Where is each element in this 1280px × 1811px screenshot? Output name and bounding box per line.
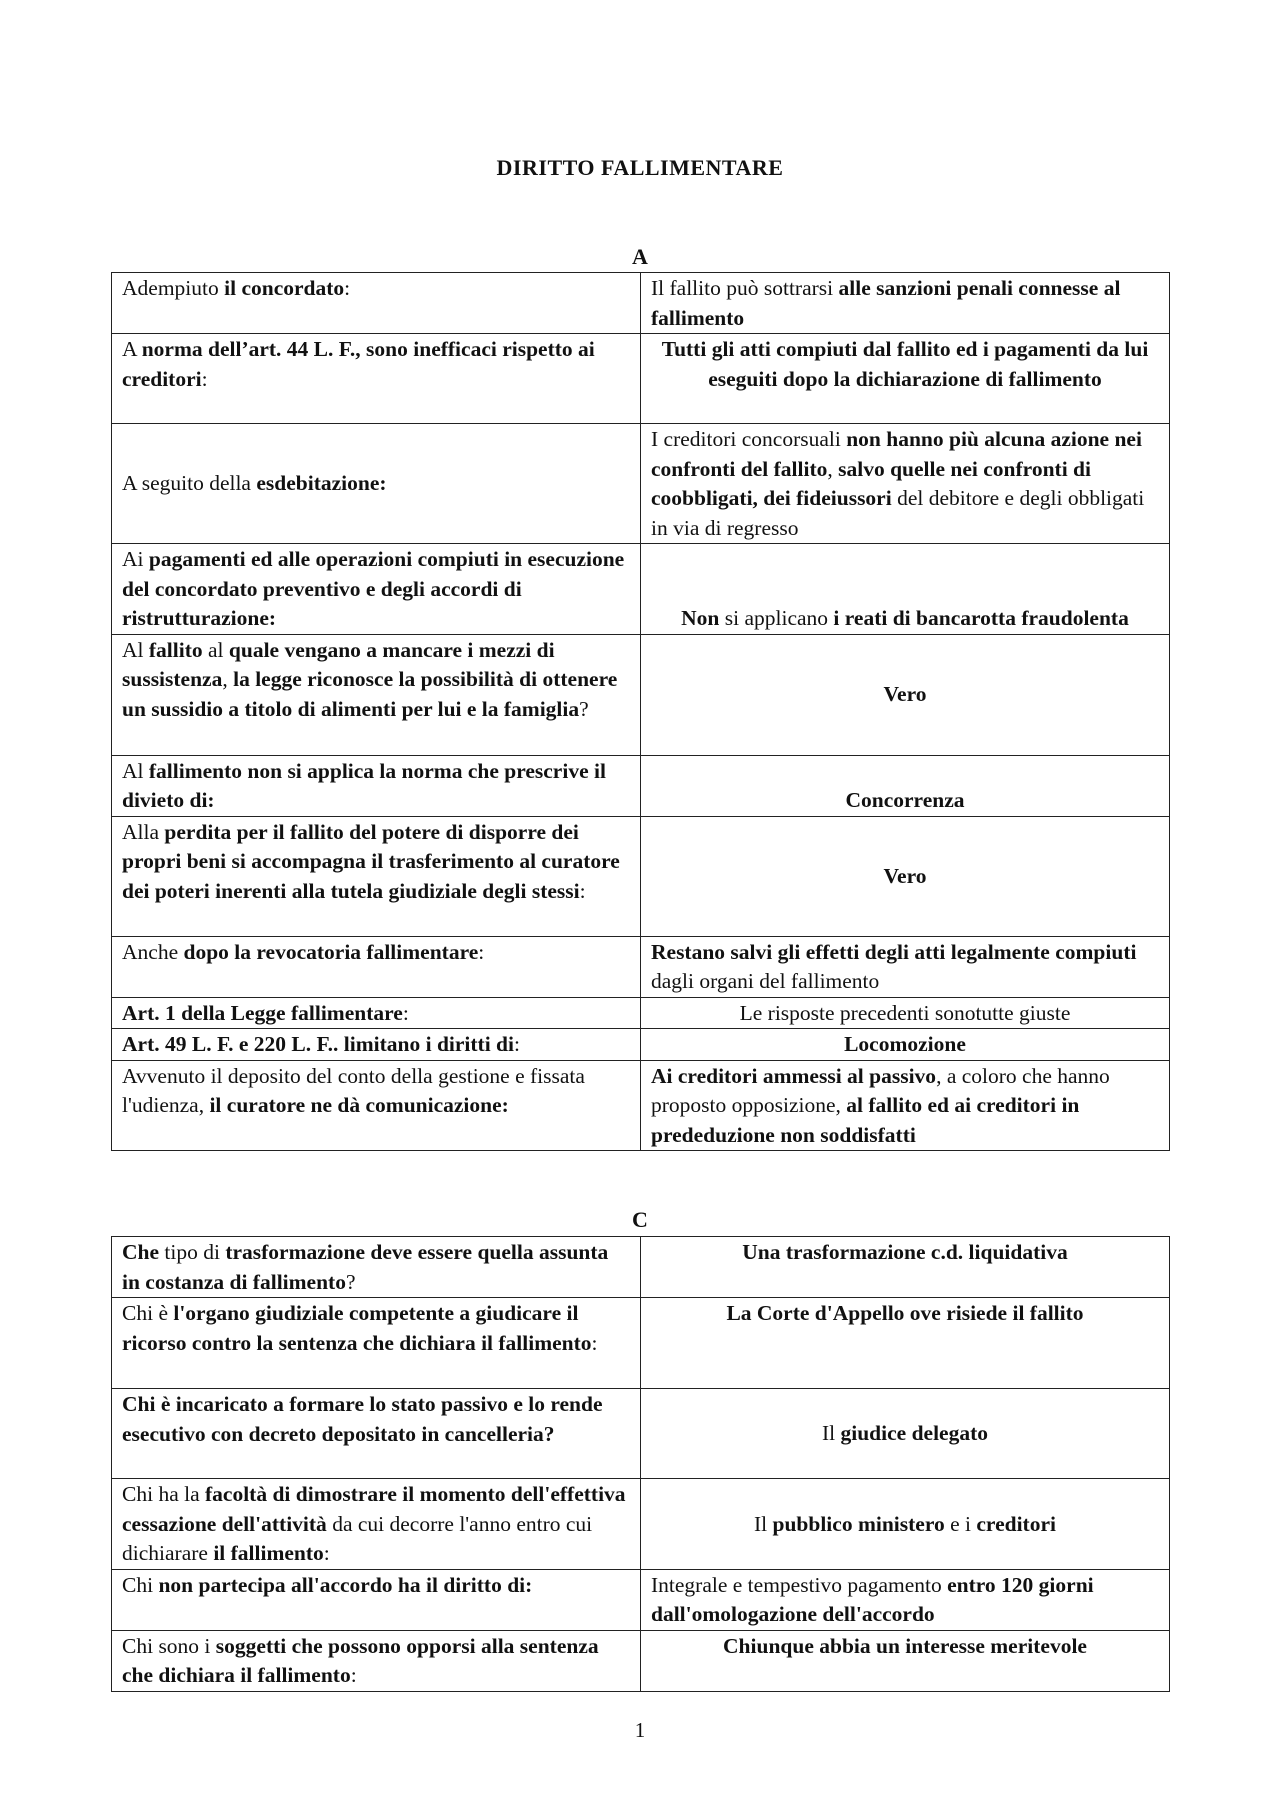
text-run: si applicano: [719, 606, 834, 630]
bold-text-run: i reati di bancarotta fraudolenta: [833, 606, 1129, 630]
table-row: [112, 1479, 1170, 1570]
table-row: [112, 1630, 1170, 1691]
text-run: Adempiuto: [122, 276, 225, 300]
bold-text-run: norma dell’art. 44 L. F., sono inefficaci rispetto ai creditori: [122, 337, 595, 391]
text-run: :: [514, 1032, 520, 1056]
question-cell: [112, 1298, 641, 1389]
text-run: ?: [579, 696, 589, 721]
bold-text-run: Chiunque abbia un interesse meritevole: [723, 1633, 1087, 1658]
text-run: tipo di: [159, 1240, 226, 1264]
question-cell: [112, 334, 641, 424]
table-row: [112, 997, 1170, 1029]
bold-text-run: giudice delegato: [840, 1421, 988, 1446]
text-run: da cui decorre l'anno entro cui dichiarare: [122, 1511, 593, 1565]
answer-cell: [641, 1029, 1170, 1061]
answer-cell: [641, 936, 1170, 997]
table-row: [112, 1389, 1170, 1479]
bold-text-run: Art. 49 L. F. e 220 L. F.. limitano i diritti di: [122, 1032, 514, 1056]
bold-text-run: al fallito ed ai creditori in prededuzione non soddisfatti: [651, 1093, 1080, 1147]
question-cell: [112, 273, 641, 334]
bold-text-run: facoltà di dimostrare il momento dell'effettiva cessazione dell'attività: [122, 1482, 626, 1536]
question-cell: [112, 1479, 641, 1570]
answer-cell: [641, 755, 1170, 816]
text-run: Al: [122, 637, 149, 662]
bold-text-run: Concorrenza: [845, 788, 965, 812]
qa-table-c: [111, 1236, 1170, 1692]
question-cell: [112, 1060, 641, 1151]
text-run: , a coloro che hanno proposto opposizione,: [651, 1063, 1110, 1117]
bold-text-run: fallito: [148, 637, 203, 662]
bold-text-run: Non: [681, 606, 720, 630]
answer-cell: [641, 1479, 1170, 1570]
question-cell: [112, 936, 641, 997]
text-run: Integrale e tempestivo pagamento: [651, 1572, 948, 1597]
bold-text-run: il fallimento: [213, 1541, 324, 1565]
text-run: al: [202, 637, 229, 662]
table-row: [112, 1060, 1170, 1151]
bold-text-run: non hanno più alcuna azione nei confronti del fallito: [651, 427, 1142, 481]
text-run: ?: [345, 1269, 356, 1294]
page-number: 1: [634, 1718, 646, 1742]
text-run: Le risposte precedenti sonotutte giuste: [739, 1000, 1071, 1025]
text-run: Il: [821, 1421, 841, 1446]
bold-text-run: creditori: [976, 1511, 1056, 1536]
text-run: Alla: [122, 819, 165, 844]
table-row: [112, 755, 1170, 816]
bold-text-run: quale vengano a mancare i mezzi di sussistenza: [122, 637, 555, 691]
bold-text-run: Una trasformazione c.d. liquidativa: [742, 1240, 1068, 1264]
bold-text-run: soggetti che possono opporsi alla sentenza che dichiara il fallimento: [122, 1633, 599, 1687]
answer-cell: [641, 424, 1170, 544]
text-run: :: [323, 1541, 330, 1565]
text-run: ,: [222, 667, 234, 691]
bold-text-run: il curatore ne dà comunicazione:: [209, 1093, 509, 1117]
bold-text-run: il concordato: [224, 276, 345, 300]
bold-text-run: Art. 1 della Legge fallimentare: [122, 1000, 403, 1025]
bold-text-run: la legge riconosce la possibilità di ottenere un sussidio a titolo di alimenti per lui e la famiglia: [122, 667, 618, 721]
text-run: :: [478, 939, 485, 964]
bold-text-run: La Corte d'Appello ove risiede il fallito: [726, 1301, 1084, 1325]
text-run: Chi: [122, 1572, 159, 1597]
text-run: A seguito della: [122, 471, 257, 496]
answer-cell: [641, 1389, 1170, 1479]
table-row: [112, 334, 1170, 424]
text-run: ,: [827, 456, 839, 481]
text-run: Chi è: [122, 1301, 174, 1325]
text-run: Avvenuto il deposito del conto della gestione e fissata l'udienza,: [122, 1063, 585, 1117]
table-row: [112, 816, 1170, 936]
text-run: e i: [944, 1511, 977, 1536]
bold-text-run: Vero: [883, 682, 927, 707]
bold-text-run: entro 120 giorni dall'omologazione dell'accordo: [651, 1572, 1094, 1626]
qa-table-a: [111, 272, 1170, 1151]
question-cell: [112, 1029, 641, 1061]
text-run: Ai: [122, 547, 149, 571]
table-row: [112, 424, 1170, 544]
question-cell: [112, 544, 641, 635]
bold-text-run: Chi è incaricato a formare lo stato passivo e lo rende esecutivo con decreto depositato in cancelleria?: [122, 1392, 603, 1446]
question-cell: [112, 1389, 641, 1479]
bold-text-run: salvo quelle nei confronti di coobbligati, dei fideiussori: [651, 456, 1091, 510]
table-row: [112, 1029, 1170, 1061]
answer-cell: [641, 1060, 1170, 1151]
text-run: :: [350, 1663, 357, 1687]
text-run: Il fallito può sottrarsi: [651, 276, 839, 300]
question-cell: [112, 634, 641, 755]
question-cell: [112, 1569, 641, 1630]
bold-text-run: alle sanzioni penali connesse al fallimento: [651, 276, 1121, 330]
answer-cell: [641, 1569, 1170, 1630]
table-row: [112, 273, 1170, 334]
section-letter-c: C: [632, 1207, 648, 1232]
text-run: del debitore e degli obbligati in via di regresso: [651, 486, 1145, 540]
table-row: [112, 1569, 1170, 1630]
bold-text-run: Locomozione: [844, 1032, 966, 1056]
answer-cell: [641, 544, 1170, 635]
answer-cell: [641, 634, 1170, 755]
bold-text-run: non partecipa all'accordo ha il diritto di:: [158, 1572, 533, 1597]
text-run: Chi sono i: [122, 1633, 216, 1658]
table-row: [112, 634, 1170, 755]
answer-cell: [641, 997, 1170, 1029]
answer-cell: [641, 816, 1170, 936]
text-run: Chi ha la: [122, 1482, 205, 1506]
table-row: [112, 1298, 1170, 1389]
question-cell: [112, 997, 641, 1029]
answer-cell: [641, 273, 1170, 334]
text-run: dagli organi del fallimento: [651, 969, 880, 993]
answer-cell: [641, 1630, 1170, 1691]
bold-text-run: Vero: [883, 863, 927, 888]
bold-text-run: pubblico ministero: [772, 1511, 945, 1536]
table-row: [112, 544, 1170, 635]
bold-text-run: Ai creditori ammessi al passivo: [651, 1063, 937, 1088]
text-run: A: [122, 337, 142, 361]
question-cell: [112, 1630, 641, 1691]
text-run: Il: [753, 1511, 773, 1536]
bold-text-run: Tutti gli atti compiuti dal fallito ed i pagamenti da lui eseguiti dopo la dichiarazione di fallimento: [661, 337, 1149, 391]
question-cell: [112, 755, 641, 816]
bold-text-run: l'organo giudiziale competente a giudicare il ricorso contro la sentenza che dichiara il fallimento: [122, 1301, 592, 1355]
text-run: I creditori concorsuali: [651, 427, 847, 451]
table-row: [112, 1237, 1170, 1298]
text-run: Anche: [122, 939, 184, 964]
answer-cell: [641, 1237, 1170, 1298]
question-cell: [112, 816, 641, 936]
question-cell: [112, 1237, 641, 1298]
text-run: :: [201, 366, 208, 391]
bold-text-run: perdita per il fallito del potere di disporre dei propri beni si accompagna il trasferimento al curatore dei poteri inerenti alla tutela giudiziale degli stessi: [122, 819, 620, 903]
bold-text-run: pagamenti ed alle operazioni compiuti in esecuzione del concordato preventivo e degli accordi di ristrutturazione:: [122, 547, 625, 630]
answer-cell: [641, 334, 1170, 424]
text-run: Al: [122, 758, 149, 783]
answer-cell: [641, 1298, 1170, 1389]
text-run: :: [579, 878, 586, 903]
bold-text-run: Restano salvi gli effetti degli atti legalmente compiuti: [651, 939, 1137, 964]
bold-text-run: trasformazione deve essere quella assunta in costanza di fallimento: [122, 1240, 609, 1294]
table-row: [112, 936, 1170, 997]
bold-text-run: Che: [122, 1240, 160, 1264]
document-title: DIRITTO FALLIMENTARE: [496, 155, 784, 180]
section-letter-a: A: [632, 244, 648, 269]
bold-text-run: fallimento non si applica la norma che prescrive il divieto di:: [122, 758, 606, 812]
text-run: :: [344, 276, 351, 300]
question-cell: [112, 424, 641, 544]
bold-text-run: esdebitazione:: [256, 471, 387, 496]
text-run: :: [402, 1000, 409, 1025]
bold-text-run: dopo la revocatoria fallimentare: [183, 939, 479, 964]
text-run: :: [591, 1330, 598, 1355]
